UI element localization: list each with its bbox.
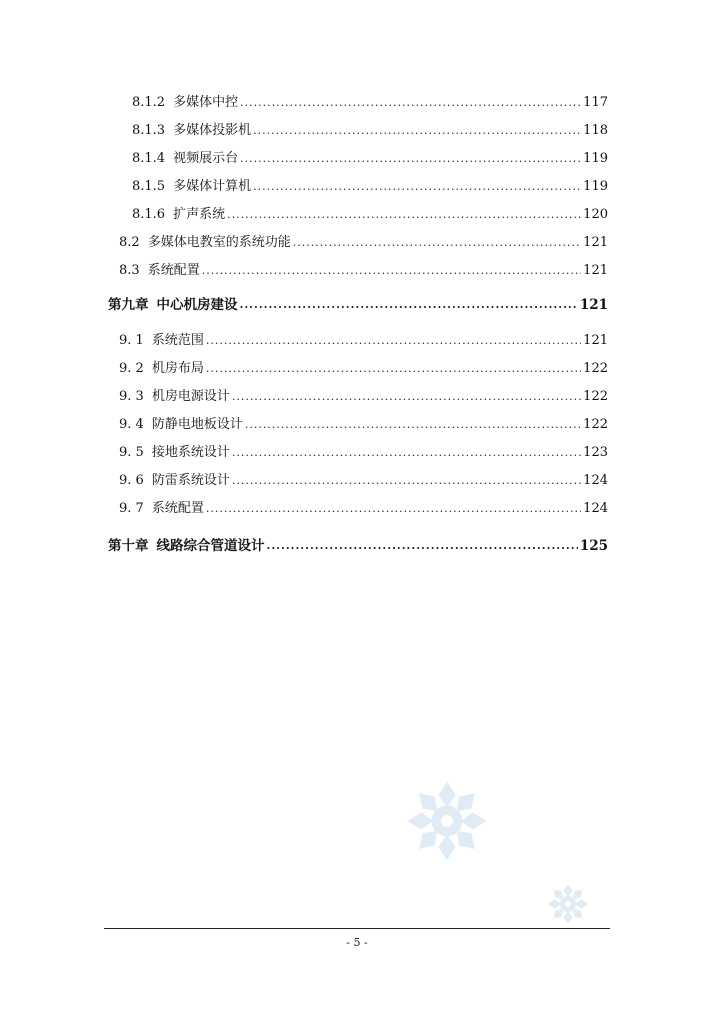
toc-entry[interactable] [119,417,608,433]
toc-entry[interactable] [132,95,608,111]
toc-entry-number: 8.1.4 [132,151,166,166]
toc-entry-number: 8.1.2 [132,95,166,110]
toc-entry-page: 120 [583,207,608,222]
toc-entry-page: 122 [583,389,608,404]
toc-entry-title: 系统配置 [147,263,200,278]
toc-chapter-number: 第九章 [108,297,149,313]
snowflake-watermark-icon [404,778,490,864]
toc-entry-page: 121 [579,297,608,313]
toc-entry-page: 122 [583,417,608,432]
toc-entry-title: 机房电源设计 [151,389,230,404]
toc-entry-title: 多媒体中控 [173,95,239,110]
toc-entry-page: 117 [583,95,608,110]
toc-chapter-number: 第十章 [108,538,149,554]
toc-leader-dots [240,151,581,167]
toc-leader-dots [206,361,581,377]
toc-entry[interactable] [132,151,608,167]
toc-entry-title: 接地系统设计 [151,445,230,460]
toc-entry-number: 8.1.3 [132,123,166,138]
toc-chapter-entry[interactable] [108,297,608,313]
toc-entry-title: 防雷系统设计 [151,473,230,488]
snowflake-watermark-icon [546,882,590,926]
toc-chapter-title: 中心机房建设 [156,297,238,313]
toc-entry-page: 124 [583,473,608,488]
toc-leader-dots [232,445,581,461]
toc-entry-page: 122 [583,361,608,376]
toc-entry-number: 8.3 [119,263,140,278]
toc-leader-dots [293,235,581,251]
toc-leader-dots [245,417,581,433]
toc-entry-page: 124 [583,501,608,516]
toc-entry-title: 机房布局 [151,361,204,376]
toc-entry-page: 119 [583,179,608,194]
toc-leader-dots [253,123,581,139]
toc-entry-title: 扩声系统 [173,207,226,222]
toc-entry[interactable] [119,361,608,377]
toc-entry-number: 9. 6 [119,473,144,488]
toc-entry-number: 9. 3 [119,389,144,404]
toc-entry-title: 多媒体计算机 [173,179,252,194]
toc-leader-dots [240,95,581,111]
toc-entry[interactable] [119,473,608,489]
toc-entry[interactable] [132,123,608,139]
toc-entry-number: 9. 1 [119,333,144,348]
toc-entry-title: 多媒体电教室的系统功能 [147,235,291,250]
page-number: - 5 - [346,936,368,949]
toc-entry[interactable] [132,179,608,195]
toc-entry[interactable] [119,501,608,517]
toc-entry-title: 视频展示台 [173,151,239,166]
toc-entry-page: 121 [583,333,608,348]
toc-entry-title: 防静电地板设计 [151,417,243,432]
toc-entry[interactable] [132,207,608,223]
toc-leader-dots [267,538,578,554]
toc-entry-title: 多媒体投影机 [173,123,252,138]
toc-entry-page: 119 [583,151,608,166]
toc-entry[interactable] [119,389,608,405]
toc-entry[interactable] [119,333,608,349]
toc-entry-page: 121 [583,263,608,278]
toc-leader-dots [206,333,581,349]
toc-leader-dots [232,473,581,489]
toc-entry-page: 121 [583,235,608,250]
toc-entry-number: 9. 7 [119,501,144,516]
toc-chapter-title: 线路综合管道设计 [156,538,265,554]
toc-entry-page: 123 [583,445,608,460]
toc-entry[interactable] [119,235,608,251]
toc-entry-number: 9. 2 [119,361,144,376]
toc-entry-page: 125 [579,538,608,554]
toc-leader-dots [227,207,581,223]
toc-leader-dots [240,297,578,313]
toc-entry[interactable] [119,445,608,461]
toc-entry-title: 系统配置 [151,501,204,516]
toc-entry-title: 系统范围 [151,333,204,348]
toc-entry[interactable] [119,263,608,279]
toc-entry-number: 9. 4 [119,417,144,432]
toc-entry-page: 118 [583,123,608,138]
toc-entry-number: 8.1.5 [132,179,166,194]
toc-entry-number: 9. 5 [119,445,144,460]
footer-divider [104,928,610,929]
toc-entry-number: 8.1.6 [132,207,166,222]
toc-entry-number: 8.2 [119,235,140,250]
toc-leader-dots [202,263,581,279]
toc-chapter-entry[interactable] [108,538,608,554]
toc-leader-dots [253,179,581,195]
toc-leader-dots [232,389,581,405]
toc-leader-dots [206,501,581,517]
